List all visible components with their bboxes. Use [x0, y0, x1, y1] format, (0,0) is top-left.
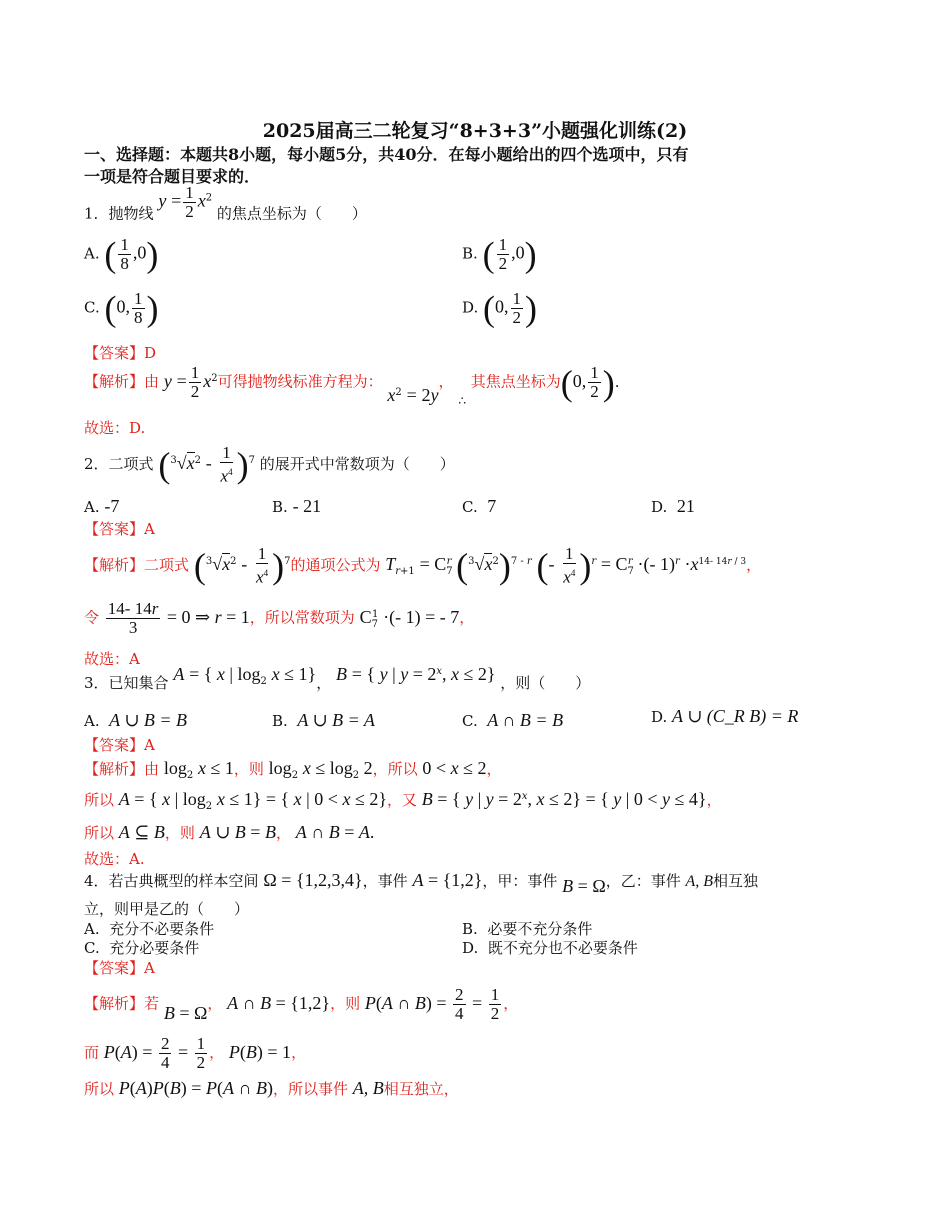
q3-analysis: 【解析】由 $\log_2 x \le 1$，则 $\log_2 x \le \log_2 2$，所以 0 < x ≤ 2，: [84, 758, 502, 781]
section-heading-line1: 一、选择题：本题共8小题，每小题5分，共40分．在每小题给出的四个选项中，只有: [84, 145, 689, 164]
q2-answer: 【答案】A: [84, 520, 155, 538]
q1-option-b: B. ( $\frac{1}{2}$ ,0): [462, 234, 537, 275]
q1-analysis: 【解析】由 y = $\frac{1}{2}$ $x^2$可得抛物线标准方程为： $x^2 = 2y$， $_\therefore$ 其焦点坐标为(0, $\frac{1}{2}$ ).: [84, 362, 620, 408]
q3-option-d: D. A ∪ (C_R B) = R: [651, 706, 799, 726]
q4-analysis-line3: 所以 P(A)P(B) = P(A ∩ B)，所以事件 A, B相互独立，: [84, 1078, 459, 1098]
q1-equation: y = $\frac{1}{2}$ $x^2$: [158, 183, 213, 221]
q2-stem: 2．二项式 ($^3√x^2$ - $\frac{1}{x^4}$ )$^7$ 的展开式中常数项为（ ）: [84, 443, 455, 486]
q4-option-b: B. 必要不充分条件: [462, 920, 593, 938]
q1-option-c: C. (0, $\frac{1}{8}$ ): [84, 288, 159, 329]
q4-analysis-line2: 而 P(A) = $\frac{2}{4}$ = $\frac{1}{2}$ ， P(B) = 1，: [84, 1034, 307, 1072]
q2-option-c: C. 7: [462, 496, 497, 516]
q3-analysis-line3: 所以 A ⊆ B，则 A ∪ B = B， A ∩ B = A.: [84, 822, 375, 842]
q1-conclusion: 故选：D.: [84, 419, 146, 437]
q2-option-b: B. - 21: [272, 496, 322, 516]
q3-conclusion: 故选：A.: [84, 850, 145, 868]
q3-analysis-line2: 所以 A = { x | $\log_2 x \le 1$} = { x | 0 < x ≤ 2}，又 B = { y | $y = 2^x$, x ≤ 2} = { y | 0 < y ≤ 4}，: [84, 789, 722, 812]
section-heading-line2: 一项是符合题目要求的．: [84, 167, 261, 186]
q2-option-a: A. -7: [84, 496, 120, 516]
q2-analysis: 【解析】二项式 ($^3√x^2$ - $\frac{1}{x^4}$ )$^7$的通项公式为 $T_{r+1} = C_7^r$ $(^3√x^2)^{7 - r}$ (- $\frac{1}{x^4}$ )$^r = C_7^r$ ·(- $1)^r \cdot x^{14- 14r / 3}$，: [84, 544, 762, 587]
q3-option-b: B. A ∪ B = A: [272, 710, 375, 730]
q3-stem: 3．已知集合 A = { x | $\log_2 x \le 1$}， B = { y | $y = 2^x$, x ≤ 2} ，则（ ）: [84, 664, 591, 692]
q2-analysis-line2: 令 $\frac{14- 14r}{3}$ = 0 ⇒ r = 1，所以常数项为 $C_7^1$ ·(- 1) = - 7，: [84, 599, 475, 637]
q4-analysis: 【解析】若 B = Ω， A ∩ B = {1,2}，则 P(A ∩ B) = $\frac{2}{4}$ = $\frac{1}{2}$ ，: [84, 985, 519, 1023]
q3-option-c: C. A ∩ B = B: [462, 710, 564, 730]
q4-option-d: D. 既不充分也不必要条件: [462, 939, 638, 957]
q3-answer: 【答案】A: [84, 736, 155, 754]
q4-stem-line2: 立，则甲是乙的（ ）: [84, 900, 250, 918]
q1-option-d: D. (0, $\frac{1}{2}$ ): [462, 288, 538, 329]
q3-option-a: A. A ∪ B = B: [84, 710, 188, 730]
q4-option-a: A. 充分不必要条件: [84, 920, 215, 938]
q1-answer: 【答案】D: [84, 344, 157, 362]
q2-option-d: D. 21: [651, 496, 695, 516]
q1-stem: 1．抛物线 y = $\frac{1}{2}$ $x^2$ 的焦点坐标为（ ）: [84, 183, 367, 223]
page-title: 2025届高三二轮复习“8+3+3”小题强化训练(2): [262, 120, 688, 142]
q4-answer: 【答案】A: [84, 959, 155, 977]
q4-stem: 4．若古典概型的样本空间 Ω = {1,2,3,4}，事件 A = {1,2}，甲：事件 B = Ω，乙：事件 A, B相互独: [84, 870, 759, 896]
q4-option-c: C. 充分必要条件: [84, 939, 200, 957]
q1-option-a: A. ( $\frac{1}{8}$ ,0): [84, 234, 159, 275]
q2-conclusion: 故选：A: [84, 650, 140, 668]
